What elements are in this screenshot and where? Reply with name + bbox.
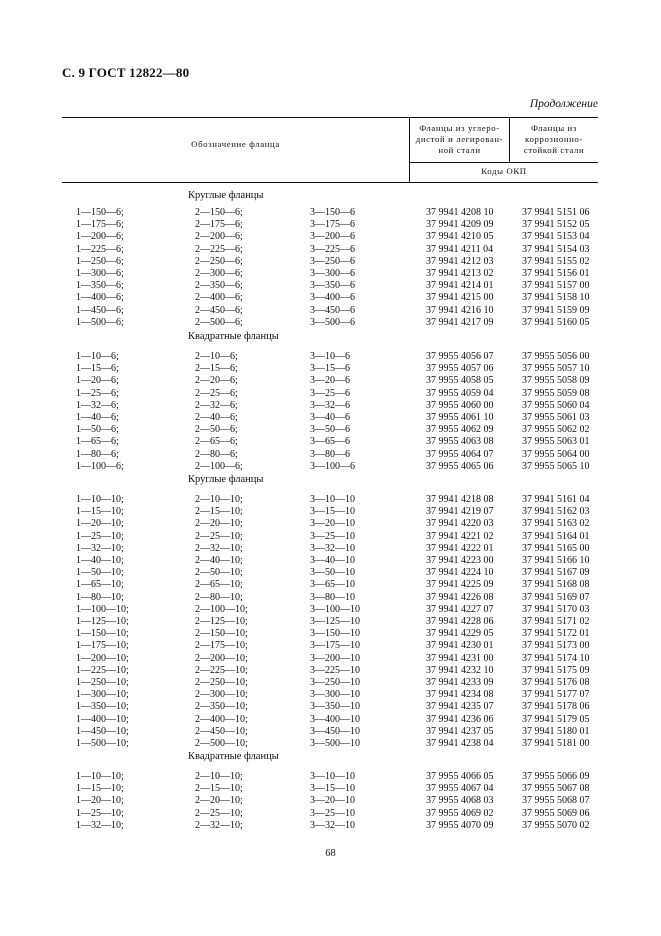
cell-designation-3: 3—100—10: [310, 603, 360, 615]
cell-code-carbon: 37 9955 4061 10: [426, 412, 494, 423]
cell-code-stainless: 37 9955 5064 00: [522, 448, 590, 460]
table-row: [0, 726, 661, 738]
cell-designation-3: 3—15—10: [310, 506, 355, 518]
table-row: [0, 280, 661, 292]
cell-code-carbon: 37 9941 4217 09: [426, 316, 494, 328]
cell-designation-3: 3—65—10: [310, 579, 355, 591]
cell-code-stainless: 37 9955 5059 08: [522, 387, 590, 399]
table-row: [0, 567, 661, 579]
cell-designation-3: 3—125—10: [310, 616, 360, 627]
cell-designation-2: 2—80—10;: [195, 591, 243, 603]
cell-code-stainless: 37 9955 5057 10: [522, 363, 590, 375]
cell-designation-1: 1—50—10;: [76, 567, 124, 579]
table-row: [0, 795, 661, 807]
cell-designation-1: 1—450—6;: [76, 304, 124, 316]
cell-code-carbon: 37 9941 4234 08: [426, 689, 494, 701]
cell-designation-1: 1—150—10;: [76, 628, 129, 640]
table-row: [0, 628, 661, 640]
cell-code-stainless: 37 9955 5069 06: [522, 807, 590, 819]
cell-code-carbon: 37 9941 4208 10: [426, 207, 494, 218]
cell-code-carbon: 37 9941 4213 02: [426, 268, 494, 279]
cell-designation-2: 2—225—6;: [195, 243, 243, 255]
cell-designation-2: 2—50—6;: [195, 424, 238, 436]
cell-designation-3: 3—150—6: [310, 207, 355, 218]
codes-okp-label: Коды ОКП: [481, 166, 527, 176]
cell-designation-1: 1—20—6;: [76, 375, 119, 387]
cell-code-stainless: 37 9941 5151 06: [522, 207, 590, 218]
cell-designation-1: 1—32—6;: [76, 399, 119, 411]
table-row: [0, 738, 661, 750]
cell-code-stainless: 37 9941 5157 00: [522, 280, 590, 292]
cell-designation-3: 3—10—10: [310, 771, 355, 782]
cell-code-stainless: 37 9941 5177 07: [522, 689, 590, 701]
table-row: [0, 449, 661, 461]
table-row: [0, 375, 661, 387]
cell-designation-3: 3—200—10: [310, 652, 360, 664]
cell-designation-1: 1—20—10;: [76, 518, 124, 530]
table-row: [0, 388, 661, 400]
cell-code-carbon: 37 9941 4236 06: [426, 713, 494, 725]
cell-code-carbon: 37 9941 4222 01: [426, 542, 494, 554]
cell-code-carbon: 37 9955 4060 00: [426, 399, 494, 411]
column-header-carbon-steel: [410, 123, 509, 156]
table-row: [0, 771, 661, 783]
cell-designation-2: 2—400—6;: [195, 292, 243, 304]
cell-designation-2: 2—300—6;: [195, 268, 243, 279]
cell-designation-3: 3—15—6: [310, 363, 350, 375]
cell-designation-3: 3—225—6: [310, 243, 355, 255]
cell-designation-1: 1—10—10;: [76, 771, 124, 782]
cell-code-stainless: 37 9941 5156 01: [522, 268, 590, 279]
cell-designation-2: 2—15—10;: [195, 783, 243, 795]
cell-designation-2: 2—200—6;: [195, 231, 243, 243]
cell-designation-3: 3—450—6: [310, 304, 355, 316]
cell-code-stainless: 37 9955 5063 01: [522, 436, 590, 448]
cell-designation-3: 3—400—10: [310, 713, 360, 725]
cell-designation-1: 1—65—6;: [76, 436, 119, 448]
cell-code-carbon: 37 9955 4068 03: [426, 795, 494, 807]
cell-designation-1: 1—200—6;: [76, 231, 124, 243]
cell-designation-2: 2—10—6;: [195, 351, 238, 362]
cell-designation-1: 1—15—6;: [76, 363, 119, 375]
cell-code-carbon: 37 9955 4062 09: [426, 424, 494, 436]
page-header-title: С. 9 ГОСТ 12822—80: [62, 65, 190, 80]
cell-code-stainless: 37 9955 5061 03: [522, 412, 590, 423]
table-row: [0, 317, 661, 329]
table-row: [0, 436, 661, 448]
section-title: Квадратные фланцы: [188, 751, 279, 762]
table-row: [0, 555, 661, 567]
table-top-rule: [62, 117, 598, 118]
cell-code-stainless: 37 9941 5160 05: [522, 316, 590, 328]
cell-code-stainless: 37 9955 5062 02: [522, 424, 590, 436]
cell-code-stainless: 37 9955 5058 09: [522, 375, 590, 387]
cell-code-stainless: 37 9955 5065 10: [522, 460, 590, 472]
section-title: Круглые фланцы: [188, 474, 264, 485]
cell-designation-3: 3—250—6: [310, 255, 355, 267]
cell-code-stainless: 37 9941 5162 03: [522, 506, 590, 518]
cell-designation-1: 1—500—6;: [76, 316, 124, 328]
table-row: [0, 268, 661, 280]
cell-code-carbon: 37 9955 4065 06: [426, 460, 494, 472]
cell-designation-2: 2—200—10;: [195, 652, 248, 664]
cell-designation-1: 1—225—6;: [76, 243, 124, 255]
cell-designation-1: 1—10—10;: [76, 494, 124, 505]
cell-code-stainless: 37 9941 5173 00: [522, 640, 590, 652]
table-row: [0, 808, 661, 820]
cell-designation-1: 1—450—10;: [76, 725, 129, 737]
cell-designation-2: 2—150—6;: [195, 207, 243, 218]
cell-designation-2: 2—20—10;: [195, 518, 243, 530]
cell-code-carbon: 37 9941 4221 02: [426, 530, 494, 542]
cell-designation-2: 2—225—10;: [195, 664, 248, 676]
cell-code-stainless: 37 9941 5168 08: [522, 579, 590, 591]
cell-designation-1: 1—32—10;: [76, 542, 124, 554]
cell-designation-3: 3—40—6: [310, 412, 350, 423]
cell-code-stainless: 37 9955 5067 08: [522, 783, 590, 795]
cell-designation-2: 2—50—10;: [195, 567, 243, 579]
cell-designation-1: 1—25—10;: [76, 530, 124, 542]
cell-code-stainless: 37 9941 5167 09: [522, 567, 590, 579]
table-row: [0, 256, 661, 268]
cell-designation-1: 1—200—10;: [76, 652, 129, 664]
cell-code-carbon: 37 9955 4056 07: [426, 351, 494, 362]
cell-designation-2: 2—15—6;: [195, 363, 238, 375]
cell-code-carbon: 37 9955 4067 04: [426, 783, 494, 795]
table-row: [0, 400, 661, 412]
cell-code-carbon: 37 9955 4069 02: [426, 807, 494, 819]
cell-code-stainless: 37 9941 5159 09: [522, 304, 590, 316]
cell-designation-3: 3—50—10: [310, 567, 355, 579]
cell-code-stainless: 37 9941 5158 10: [522, 292, 590, 304]
cell-designation-3: 3—350—10: [310, 701, 360, 713]
cell-designation-3: 3—300—6: [310, 268, 355, 279]
cell-designation-1: 1—100—6;: [76, 460, 124, 472]
codes-top-rule: [409, 162, 598, 163]
cell-code-stainless: 37 9941 5176 08: [522, 677, 590, 688]
cell-designation-3: 3—450—10: [310, 725, 360, 737]
cell-code-stainless: 37 9941 5172 01: [522, 628, 590, 640]
cell-code-stainless: 37 9955 5066 09: [522, 771, 590, 782]
cell-designation-3: 3—15—10: [310, 783, 355, 795]
cell-code-stainless: 37 9941 5163 02: [522, 518, 590, 530]
cell-designation-1: 1—40—6;: [76, 412, 119, 423]
table-row: [0, 231, 661, 243]
cell-code-stainless: 37 9941 5179 05: [522, 713, 590, 725]
cell-code-stainless: 37 9941 5161 04: [522, 494, 590, 505]
cell-code-stainless: 37 9941 5174 10: [522, 652, 590, 664]
cell-code-stainless: 37 9941 5180 01: [522, 725, 590, 737]
cell-designation-3: 3—65—6: [310, 436, 350, 448]
cell-code-carbon: 37 9941 4233 09: [426, 677, 494, 688]
cell-code-stainless: 37 9955 5056 00: [522, 351, 590, 362]
cell-designation-1: 1—15—10;: [76, 783, 124, 795]
column-header-stainless-steel: [510, 123, 598, 156]
table-row: [0, 592, 661, 604]
cell-designation-3: 3—20—10: [310, 795, 355, 807]
cell-code-carbon: 37 9941 4209 09: [426, 219, 494, 231]
cell-designation-2: 2—100—6;: [195, 460, 243, 472]
cell-code-carbon: 37 9941 4219 07: [426, 506, 494, 518]
cell-designation-3: 3—100—6: [310, 460, 355, 472]
cell-designation-1: 1—80—10;: [76, 591, 124, 603]
table-row: [0, 292, 661, 304]
cell-code-carbon: 37 9941 4211 04: [426, 243, 494, 255]
cell-designation-1: 1—350—10;: [76, 701, 129, 713]
cell-designation-2: 2—25—6;: [195, 387, 238, 399]
cell-designation-3: 3—20—10: [310, 518, 355, 530]
cell-designation-3: 3—175—10: [310, 640, 360, 652]
cell-code-carbon: 37 9941 4224 10: [426, 567, 494, 579]
cell-designation-3: 3—250—10: [310, 677, 360, 688]
table-row: [0, 543, 661, 555]
cell-code-stainless: 37 9941 5181 00: [522, 738, 590, 749]
table-row: [0, 783, 661, 795]
cell-designation-3: 3—150—10: [310, 628, 360, 640]
column-header-stainless-line-3: стойкой стали: [523, 145, 585, 155]
cell-designation-1: 1—40—10;: [76, 555, 124, 566]
table-row: [0, 219, 661, 231]
cell-designation-2: 2—20—6;: [195, 375, 238, 387]
cell-designation-2: 2—32—10;: [195, 819, 243, 831]
table-row: [0, 494, 661, 506]
cell-designation-2: 2—32—6;: [195, 399, 238, 411]
table-row: [0, 653, 661, 665]
cell-designation-3: 3—32—10: [310, 542, 355, 554]
table-row: [0, 701, 661, 713]
cell-designation-2: 2—20—10;: [195, 795, 243, 807]
cell-code-carbon: 37 9941 4232 10: [426, 664, 494, 676]
table-row: [0, 604, 661, 616]
table-row: [0, 412, 661, 424]
cell-designation-3: 3—200—6: [310, 231, 355, 243]
cell-code-stainless: 37 9941 5166 10: [522, 555, 590, 566]
cell-code-stainless: 37 9941 5169 07: [522, 591, 590, 603]
cell-designation-1: 1—65—10;: [76, 579, 124, 591]
cell-designation-2: 2—350—10;: [195, 701, 248, 713]
cell-designation-3: 3—25—6: [310, 387, 350, 399]
cell-code-carbon: 37 9941 4225 09: [426, 579, 494, 591]
cell-designation-2: 2—175—10;: [195, 640, 248, 652]
cell-designation-3: 3—80—10: [310, 591, 355, 603]
cell-designation-1: 1—32—10;: [76, 819, 124, 831]
cell-designation-2: 2—25—10;: [195, 530, 243, 542]
table-row: [0, 579, 661, 591]
cell-designation-3: 3—50—6: [310, 424, 350, 436]
cell-code-stainless: 37 9941 5155 02: [522, 255, 590, 267]
cell-designation-3: 3—500—6: [310, 316, 355, 328]
column-header-carbon-line-3: ной стали: [438, 145, 481, 155]
cell-designation-2: 2—500—10;: [195, 738, 248, 749]
table-row: [0, 351, 661, 363]
table-row: [0, 518, 661, 530]
cell-designation-3: 3—25—10: [310, 807, 355, 819]
cell-code-stainless: 37 9941 5165 00: [522, 542, 590, 554]
table-row: [0, 689, 661, 701]
cell-code-carbon: 37 9941 4238 04: [426, 738, 494, 749]
table-row: [0, 207, 661, 219]
cell-code-carbon: 37 9941 4227 07: [426, 603, 494, 615]
cell-designation-1: 1—175—6;: [76, 219, 124, 231]
cell-designation-1: 1—175—10;: [76, 640, 129, 652]
cell-designation-1: 1—50—6;: [76, 424, 119, 436]
cell-code-carbon: 37 9941 4228 06: [426, 616, 494, 627]
table-row: [0, 677, 661, 689]
cell-code-stainless: 37 9941 5152 05: [522, 219, 590, 231]
page-number: 68: [325, 848, 336, 859]
cell-designation-3: 3—225—10: [310, 664, 360, 676]
cell-designation-1: 1—500—10;: [76, 738, 129, 749]
cell-designation-1: 1—250—10;: [76, 677, 129, 688]
table-row: [0, 244, 661, 256]
cell-designation-1: 1—125—10;: [76, 616, 129, 627]
cell-designation-2: 2—32—10;: [195, 542, 243, 554]
cell-designation-2: 2—250—10;: [195, 677, 248, 688]
cell-designation-1: 1—25—10;: [76, 807, 124, 819]
cell-designation-3: 3—80—6: [310, 448, 350, 460]
table-row: [0, 506, 661, 518]
cell-designation-3: 3—25—10: [310, 530, 355, 542]
cell-designation-1: 1—80—6;: [76, 448, 119, 460]
cell-designation-3: 3—32—6: [310, 399, 350, 411]
cell-designation-2: 2—65—6;: [195, 436, 238, 448]
cell-designation-1: 1—400—10;: [76, 713, 129, 725]
cell-code-stainless: 37 9955 5070 02: [522, 819, 590, 831]
cell-code-stainless: 37 9941 5170 03: [522, 603, 590, 615]
cell-designation-2: 2—65—10;: [195, 579, 243, 591]
cell-code-carbon: 37 9941 4220 03: [426, 518, 494, 530]
table-row: [0, 820, 661, 832]
table-row: [0, 665, 661, 677]
cell-designation-1: 1—300—6;: [76, 268, 124, 279]
cell-code-stainless: 37 9941 5178 06: [522, 701, 590, 713]
cell-designation-2: 2—10—10;: [195, 494, 243, 505]
section-title: Круглые фланцы: [188, 190, 264, 201]
cell-designation-1: 1—150—6;: [76, 207, 124, 218]
cell-code-carbon: 37 9941 4230 01: [426, 640, 494, 652]
cell-code-carbon: 37 9941 4237 05: [426, 725, 494, 737]
cell-code-stainless: 37 9955 5068 07: [522, 795, 590, 807]
column-header-carbon-line-1: Фланцы из углеро-: [419, 123, 500, 133]
table-row: [0, 640, 661, 652]
cell-code-stainless: 37 9941 5153 04: [522, 231, 590, 243]
cell-designation-2: 2—15—10;: [195, 506, 243, 518]
cell-designation-3: 3—10—10: [310, 494, 355, 505]
cell-designation-2: 2—175—6;: [195, 219, 243, 231]
cell-designation-3: 3—350—6: [310, 280, 355, 292]
cell-code-carbon: 37 9941 4216 10: [426, 304, 494, 316]
cell-designation-1: 1—10—6;: [76, 351, 119, 362]
cell-code-carbon: 37 9955 4057 06: [426, 363, 494, 375]
section-title: Квадратные фланцы: [188, 331, 279, 342]
cell-designation-3: 3—40—10: [310, 555, 355, 566]
cell-code-carbon: 37 9955 4066 05: [426, 771, 494, 782]
cell-code-stainless: 37 9941 5154 03: [522, 243, 590, 255]
cell-code-stainless: 37 9941 5171 02: [522, 616, 590, 627]
cell-designation-2: 2—40—10;: [195, 555, 243, 566]
column-header-stainless-line-2: коррозионно-: [525, 134, 583, 144]
cell-code-carbon: 37 9941 4214 01: [426, 280, 494, 292]
cell-designation-2: 2—350—6;: [195, 280, 243, 292]
table-row: [0, 714, 661, 726]
cell-code-carbon: 37 9941 4226 08: [426, 591, 494, 603]
cell-designation-1: 1—300—10;: [76, 689, 129, 701]
cell-code-carbon: 37 9955 4058 05: [426, 375, 494, 387]
cell-designation-1: 1—250—6;: [76, 255, 124, 267]
cell-designation-2: 2—450—10;: [195, 725, 248, 737]
cell-designation-3: 3—175—6: [310, 219, 355, 231]
cell-designation-3: 3—10—6: [310, 351, 350, 362]
table-row: [0, 305, 661, 317]
cell-designation-2: 2—500—6;: [195, 316, 243, 328]
table-row: [0, 363, 661, 375]
cell-designation-2: 2—300—10;: [195, 689, 248, 701]
cell-designation-2: 2—150—10;: [195, 628, 248, 640]
cell-code-carbon: 37 9955 4063 08: [426, 436, 494, 448]
cell-code-carbon: 37 9941 4223 00: [426, 555, 494, 566]
table-header-bottom-rule: [62, 182, 598, 183]
cell-code-carbon: 37 9955 4064 07: [426, 448, 494, 460]
column-header-designation: Обозначение фланца: [191, 139, 280, 149]
cell-code-carbon: 37 9941 4231 00: [426, 652, 494, 664]
cell-code-carbon: 37 9941 4235 07: [426, 701, 494, 713]
cell-code-carbon: 37 9941 4229 05: [426, 628, 494, 640]
cell-designation-3: 3—32—10: [310, 819, 355, 831]
cell-designation-2: 2—250—6;: [195, 255, 243, 267]
cell-designation-2: 2—40—6;: [195, 412, 238, 423]
cell-code-carbon: 37 9955 4070 09: [426, 819, 494, 831]
cell-code-carbon: 37 9941 4212 03: [426, 255, 494, 267]
cell-designation-1: 1—225—10;: [76, 664, 129, 676]
cell-code-stainless: 37 9955 5060 04: [522, 399, 590, 411]
cell-designation-1: 1—100—10;: [76, 603, 129, 615]
column-header-carbon-line-2: дистой и легирован-: [415, 134, 504, 144]
cell-designation-2: 2—80—6;: [195, 448, 238, 460]
cell-designation-3: 3—500—10: [310, 738, 360, 749]
cell-designation-1: 1—350—6;: [76, 280, 124, 292]
column-header-stainless-line-1: Фланцы из: [531, 123, 577, 133]
table-row: [0, 424, 661, 436]
cell-designation-1: 1—15—10;: [76, 506, 124, 518]
cell-designation-2: 2—400—10;: [195, 713, 248, 725]
continued-label: Продолжение: [529, 98, 598, 110]
cell-code-carbon: 37 9955 4059 04: [426, 387, 494, 399]
cell-code-stainless: 37 9941 5164 01: [522, 530, 590, 542]
cell-code-carbon: 37 9941 4218 08: [426, 494, 494, 505]
cell-designation-2: 2—10—10;: [195, 771, 243, 782]
cell-designation-3: 3—300—10: [310, 689, 360, 701]
cell-designation-3: 3—400—6: [310, 292, 355, 304]
table-row: [0, 461, 661, 473]
cell-designation-2: 2—450—6;: [195, 304, 243, 316]
cell-designation-2: 2—125—10;: [195, 616, 248, 627]
cell-designation-1: 1—20—10;: [76, 795, 124, 807]
table-row: [0, 616, 661, 628]
cell-designation-1: 1—25—6;: [76, 387, 119, 399]
cell-designation-2: 2—25—10;: [195, 807, 243, 819]
table-row: [0, 531, 661, 543]
cell-designation-1: 1—400—6;: [76, 292, 124, 304]
cell-designation-2: 2—100—10;: [195, 603, 248, 615]
cell-code-carbon: 37 9941 4210 05: [426, 231, 494, 243]
cell-code-carbon: 37 9941 4215 00: [426, 292, 494, 304]
cell-designation-3: 3—20—6: [310, 375, 350, 387]
cell-code-stainless: 37 9941 5175 09: [522, 664, 590, 676]
